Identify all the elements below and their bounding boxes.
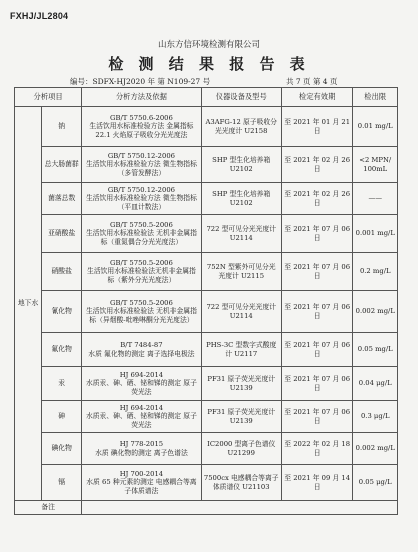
method-description: 水质 65 种元素的测定 电感耦合等离子体质谱法: [86, 478, 197, 495]
method-standard: GB/T 5750.5-2006: [110, 259, 173, 268]
item-cell: 钠: [42, 107, 82, 147]
instrument-cell: PHS-3C 型数字式酸度计 U2117: [201, 333, 281, 367]
item-cell: 氰化物: [42, 291, 82, 333]
header-method: 分析方法及依据: [82, 88, 201, 107]
method-description: 生活饮用水标准检验法无机非金属指标（紫外分光光度法）: [87, 267, 196, 284]
table-row: [15, 147, 398, 183]
report-number: 编号：SDFX-HJ2020 年 第 N109-27 号: [70, 77, 211, 86]
table-row: [15, 433, 398, 465]
limit-cell: ——: [353, 183, 398, 215]
method-standard: HJ 694-2014: [119, 404, 164, 413]
table-row: [15, 333, 398, 367]
results-table: [14, 87, 398, 515]
table-row: [15, 465, 398, 501]
instrument-cell: 722 型可见分光光度计 U2114: [201, 215, 281, 253]
item-cell: 菌落总数: [42, 183, 82, 215]
item-cell: 碘化物: [42, 433, 82, 465]
table-row: [15, 183, 398, 215]
method-description: 生活饮用水标准检验方法 金属指标 22.1 火焰原子吸收分光光度法: [89, 122, 194, 139]
limit-cell: 0.01 mg/L: [353, 107, 398, 147]
validity-cell: 至 2021 年 07 月 06 日: [281, 253, 353, 291]
header-limit: 检出限: [353, 88, 398, 107]
method-description: 生活饮用水标准检验方法 微生物指标（多管发酵法）: [85, 160, 197, 177]
limit-cell: 0.002 mg/L: [353, 291, 398, 333]
method-cell: [82, 183, 201, 215]
limit-cell: 0.001 mg/L: [353, 215, 398, 253]
method-standard: HJ 694-2014: [119, 371, 164, 380]
method-cell: [82, 147, 201, 183]
item-cell: 砷: [42, 401, 82, 433]
validity-cell: 至 2021 年 07 月 06 日: [281, 401, 353, 433]
validity-cell: 至 2021 年 02 月 26 日: [281, 183, 353, 215]
method-description: 水质 碘化物的测定 离子色谱法: [95, 448, 188, 457]
limit-cell: 0.04 μg/L: [353, 367, 398, 401]
header-instrument: 仪器设备及型号: [201, 88, 281, 107]
method-description: 生活饮用水标准检验方法 微生物指标（平皿计数法）: [85, 194, 197, 211]
method-cell: [82, 433, 201, 465]
document-code: FXHJ/JL2804: [10, 11, 69, 21]
method-description: 生活饮用水标准检验法 无机非金属指标（重氮偶合分光光度法）: [85, 229, 197, 246]
remarks-value: [82, 501, 398, 515]
report-title: 检 测 结 果 报 告 表: [108, 55, 310, 73]
header-analysis-item: 分析项目: [15, 88, 82, 107]
item-cell: 亚硝酸盐: [42, 215, 82, 253]
instrument-cell: IC2000 型离子色谱仪 U21299: [201, 433, 281, 465]
category-cell: 地下水: [15, 107, 42, 501]
validity-cell: 至 2021 年 01 月 21 日: [281, 107, 353, 147]
method-cell: [82, 253, 201, 291]
table-row: [15, 253, 398, 291]
validity-cell: 至 2021 年 07 月 06 日: [281, 367, 353, 401]
validity-cell: 至 2021 年 02 月 26 日: [281, 147, 353, 183]
method-cell: [82, 465, 201, 501]
validity-cell: 至 2021 年 09 月 14 日: [281, 465, 353, 501]
method-cell: [82, 107, 201, 147]
header-validity: 检定有效期: [281, 88, 353, 107]
limit-cell: <2 MPN/ 100mL: [353, 147, 398, 183]
method-standard: GB/T 5750.5-2006: [110, 221, 173, 230]
method-cell: [82, 401, 201, 433]
validity-cell: 至 2021 年 07 月 06 日: [281, 215, 353, 253]
remarks-row: [15, 501, 398, 515]
method-description: 水质汞、砷、硒、铋和锑的测定 原子荧光法: [85, 379, 197, 396]
table-row: [15, 215, 398, 253]
item-cell: 汞: [42, 367, 82, 401]
method-standard: GB/T 5750.12-2006: [107, 152, 175, 161]
method-description: 水质 氟化物的测定 离子选择电极法: [88, 349, 195, 358]
table-row: [15, 107, 398, 147]
instrument-cell: PF31 原子荧光光度计 U2139: [201, 401, 281, 433]
validity-cell: 至 2021 年 07 月 06 日: [281, 291, 353, 333]
remarks-label: 备注: [15, 501, 82, 515]
instrument-cell: PF31 原子荧光光度计 U2139: [201, 367, 281, 401]
instrument-cell: 7500cx 电感耦合等离子体质谱仪 U21103: [201, 465, 281, 501]
instrument-cell: SHP 型生化培养箱 U2102: [201, 147, 281, 183]
item-cell: 总大肠菌群: [42, 147, 82, 183]
method-cell: [82, 291, 201, 333]
table-row: [15, 367, 398, 401]
table-header-row: [15, 88, 398, 107]
page-info: 共 7 页 第 4 页: [286, 77, 338, 86]
limit-cell: 0.002 mg/L: [353, 433, 398, 465]
validity-cell: 至 2021 年 07 月 06 日: [281, 333, 353, 367]
method-cell: [82, 367, 201, 401]
method-standard: B/T 7484-87: [120, 341, 163, 350]
table-row: [15, 291, 398, 333]
limit-cell: 0.3 μg/L: [353, 401, 398, 433]
validity-cell: 至 2022 年 02 月 18 日: [281, 433, 353, 465]
table-row: [15, 401, 398, 433]
item-cell: 硝酸盐: [42, 253, 82, 291]
method-standard: HJ 778-2015: [119, 440, 164, 449]
method-description: 生活饮用水标准检验法 无机非金属指标（异烟酸-吡唑啉酮分光光度法）: [85, 307, 197, 324]
instrument-cell: 752N 型紫外可见分光光度计 U2115: [201, 253, 281, 291]
method-cell: [82, 215, 201, 253]
limit-cell: 0.05 mg/L: [353, 333, 398, 367]
instrument-cell: A3AFG-12 原子吸收分光光度计 U2158: [201, 107, 281, 147]
method-description: 水质汞、砷、硒、铋和锑的测定 原子荧光法: [85, 412, 197, 429]
method-cell: [82, 333, 201, 367]
method-standard: GB/T 5750.6-2006: [110, 114, 173, 123]
method-standard: HJ 700-2014: [119, 470, 164, 479]
limit-cell: 0.05 μg/L: [353, 465, 398, 501]
item-cell: 镉: [42, 465, 82, 501]
instrument-cell: 722 型可见分光光度计 U2114: [201, 291, 281, 333]
method-standard: GB/T 5750.12-2006: [107, 186, 175, 195]
instrument-cell: SHP 型生化培养箱 U2102: [201, 183, 281, 215]
method-standard: GB/T 5750.5-2006: [110, 299, 173, 308]
limit-cell: 0.2 mg/L: [353, 253, 398, 291]
company-name: 山东方信环境检测有限公司: [157, 40, 260, 50]
item-cell: 氟化物: [42, 333, 82, 367]
